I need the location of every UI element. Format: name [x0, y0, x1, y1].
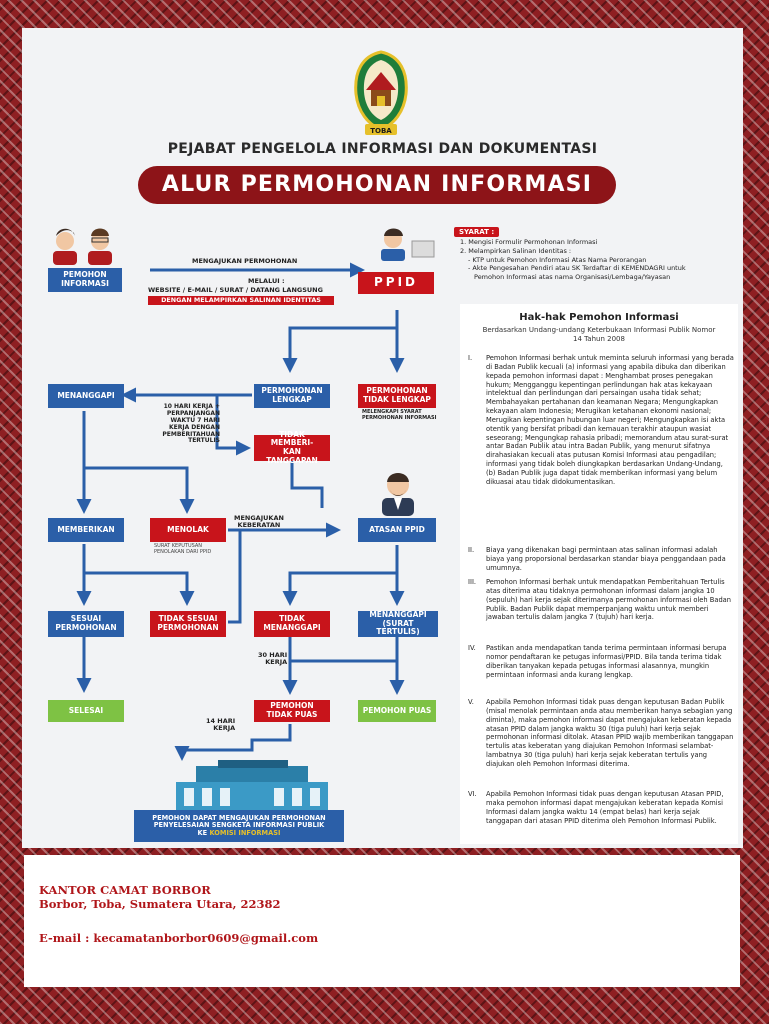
box-permohonan-tidak-lengkap-label: PERMOHONAN TIDAK LENGKAP [363, 386, 431, 404]
hak-item-text: Pemohon Informasi berhak untuk meminta seluruh informasi yang berada di Badan Publik kecuali (a) informasi yang apabila dibuka dan diberikan kepada pemohon informasi dapat : Menghambat proses penegakan hukum; Mengganggu kepentingan perlindungan hak atas kekayaan intelektual dan perlindungan dari persaingan usaha tidak sehat; Membahayakan pertahanan dan keamanan Negara; Mengungkapkan kekayaan alam Indonesia; Merugikan ketahanan ekonomi nasional; Merugikan kepentingan hubungan luar negeri; Mengungkapkan isi akta otentik yang bersifat pribadi dan kemauan terakhir ataupun wasiat seseorang; Mengungkap rahasia pribadi; memorandum atau surat-surat antar Badan Publik atau intra Badan Publik, yang menurut sifatnya dirahasiakan kecuali atas putusan Komisi Informasi atau pengadilan; informasi yang tidak boleh diungkapkan berdasarkan Undang-Undang, (b) Badan Publik juga dapat tidak memberikan informasi yang belum dikuasai atau tidak didokumentasikan. [486, 354, 734, 486]
box-tidak-memberikan [254, 429, 330, 465]
pemohon-people-icon [53, 229, 112, 266]
box-permohonan-tidak-lengkap [358, 384, 436, 408]
hak-item-num: VI. [468, 790, 477, 798]
atasan-ppid-icon [382, 473, 414, 516]
hak-item [468, 578, 734, 622]
box-memberikan-label: MEMBERIKAN [57, 524, 115, 534]
hak-item-text: Pemohon Informasi berhak untuk mendapatkan Pemberitahuan Tertulis atas diterima atau tidaknya permohonan informasi dalam jangka 10 (sepuluh) hari kerja sejak diterimanya permohonan informasi oleh Badan Publik. Badan Publik dapat memperpanjang waktu untuk memberi jawaban tertulis dalam jangka 7 (tujuh) hari kerja. [486, 578, 732, 622]
hak-item-num: IV. [468, 644, 476, 652]
box-sesuai-permohonan [48, 611, 124, 637]
box-tidak-menanggapi [254, 611, 330, 637]
komisi-line1: PEMOHON DAPAT MENGAJUKAN PERMOHONAN [152, 813, 326, 822]
komisi-line3-pre: KE [197, 828, 210, 837]
label-melengkapi: MELENGKAPI SYARAT PERMOHONAN INFORMASI [362, 409, 437, 421]
box-atasan-ppid [358, 518, 436, 542]
syarat-tag: SYARAT : [454, 227, 499, 237]
label-channels: WEBSITE / E-MAIL / SURAT / DATANG LANGSUNG [148, 286, 323, 294]
syarat-list [460, 238, 740, 282]
hak-subtitle: Berdasarkan Undang-undang Keterbukaan Informasi Publik Nomor 14 Tahun 2008 [482, 326, 716, 343]
box-permohonan-lengkap [254, 384, 330, 408]
box-memberikan [48, 518, 124, 542]
label-mengajukan-keberatan: MENGAJUKAN KEBERATAN [234, 514, 284, 530]
box-atasan-ppid-label: ATASAN PPID [369, 524, 425, 534]
hak-item-text: Pastikan anda mendapatkan tanda terima permintaan informasi berupa nomor pendaftaran ke petugas informasi/PPID. Bila tanda terima tidak diberikan tanyakan kepada petugas informasi alasannya, mungkin permintaan informasi anda kurang lengkap. [486, 644, 727, 679]
hak-item-num: II. [468, 546, 475, 554]
hak-item-num: V. [468, 698, 474, 706]
footer-email[interactable]: E-mail : kecamatanborbor0609@gmail.com [39, 931, 319, 945]
poster [22, 28, 743, 848]
label-surat-keputusan: SURAT KEPUTUSAN PENOLAKAN DARI PPID [154, 543, 212, 555]
hak-item-text: Apabila Pemohon Informasi tidak puas dengan keputusan Badan Publik (misal menolak permintaan anda atau memberikan hanya sebagian yang diminta), maka pemohon informasi dapat mengajukan keberatan kepada atasan PPID dalam jangka waktu 30 (tiga puluh) hari kerja sejak permohonan informasi ditolak. Atasan PPID wajib memberikan tanggapan tertulis atas keberatan yang diajukan Pemohon Informasi selambat-lambatnya 30 (tiga puluh) hari kerja sejak keberatan tertulis yang diajukan oleh Pemohon Informasi diterima. [486, 698, 734, 768]
hak-item [468, 698, 734, 769]
label-identitas-text: DENGAN MELAMPIRKAN SALINAN IDENTITAS [161, 295, 321, 304]
page-title: ALUR PERMOHONAN INFORMASI [161, 172, 593, 197]
hak-item [468, 354, 734, 487]
hak-item-num: III. [468, 578, 477, 586]
hak-item-text: Apabila Pemohon Informasi tidak puas dengan keputusan Atasan PPID, maka pemohon informasi dapat mengajukan keberatan kepada Komisi Informasi dalam jangka waktu 14 (empat belas) hari kerja sejak tanggapan dari atasan PPID diterima oleh Pemohon Informasi Publik. [486, 790, 724, 825]
box-komisi-informasi [134, 810, 344, 842]
box-pemohon-tidak-puas [254, 700, 330, 722]
box-pemohon-puas [358, 700, 436, 722]
ppid-desk-icon [381, 229, 434, 262]
label-tiga-puluh-hari: 30 HARI KERJA [258, 651, 288, 667]
logo-text: TOBA [370, 127, 392, 135]
box-menanggapi [48, 384, 124, 408]
subtitle: PEJABAT PENGELOLA INFORMASI DAN DOKUMENTASI [167, 141, 598, 157]
box-menanggapi-surat [358, 611, 438, 637]
syarat-line: 2. Melampirkan Salinan Identitas : [460, 246, 572, 255]
box-selesai [48, 700, 124, 722]
box-menolak-label: MENOLAK [167, 524, 209, 534]
box-ppid-label: PPID [373, 275, 418, 290]
box-menanggapi-label: MENANGGAPI [57, 390, 115, 400]
hak-title: Hak-hak Pemohon Informasi [519, 312, 679, 323]
syarat-line: 1. Mengisi Formulir Permohonan Informasi [460, 238, 598, 246]
box-menolak [150, 518, 226, 542]
box-ppid [358, 272, 434, 294]
box-tidak-sesuai-label: TIDAK SESUAI PERMOHONAN [157, 614, 219, 632]
syarat-line: Pemohon Informasi atas nama Organisasi/Lembaga/Yayasan [474, 273, 671, 282]
box-selesai-label: SELESAI [68, 705, 104, 715]
box-tidak-sesuai [150, 611, 226, 637]
komisi-line2: PENYELESAIAN SENGKETA INFORMASI PUBLIK [153, 821, 325, 830]
box-tidak-memberikan-label: TIDAK MEMBERI- KAN TANGGAPAN [266, 429, 318, 465]
footer-address: Borbor, Toba, Sumatera Utara, 22382 [39, 897, 281, 911]
komisi-line3-hl: KOMISI INFORMASI [209, 828, 281, 837]
syarat-line: - Akte Pengesahan Pendiri atau SK Terdaftar di KEMENDAGRI untuk [468, 264, 686, 273]
komisi-building-icon [176, 760, 328, 812]
box-tidak-menanggapi-label: TIDAK MENANGGAPI [263, 614, 321, 632]
label-mengajukan: MENGAJUKAN PERMOHONAN [192, 257, 298, 265]
box-pemohon-tidak-puas-label: PEMOHON TIDAK PUAS [266, 701, 318, 719]
box-pemohon-label: PEMOHON INFORMASI [61, 270, 109, 288]
box-permohonan-lengkap-label: PERMOHONAN LENGKAP [261, 386, 323, 404]
komisi-line3 [198, 830, 281, 838]
box-pemohon [48, 268, 122, 292]
hak-hak-panel [460, 304, 738, 844]
label-melalui: MELALUI : [248, 277, 285, 285]
hak-item [468, 644, 734, 679]
label-sepuluh-hari: 10 HARI KERJA + PERPANJANGAN WAKTU 7 HARI KERJA DENGAN PEMBERITAHUAN TERTULIS [162, 403, 220, 445]
hak-item-num: I. [468, 354, 473, 362]
syarat-line: - KTP untuk Pemohon Informasi Atas Nama Perorangan [468, 255, 647, 264]
box-menanggapi-surat-label: MENANGGAPI (SURAT TERTULIS) [369, 610, 427, 637]
footer-office: KANTOR CAMAT BORBOR [39, 883, 211, 897]
hak-item [468, 790, 734, 825]
box-sesuai-permohonan-label: SESUAI PERMOHONAN [55, 614, 117, 632]
hak-item [468, 546, 734, 573]
footer [24, 855, 740, 987]
label-identitas [148, 296, 334, 305]
hak-item-text: Biaya yang dikenakan bagi permintaan atas salinan informasi adalah biaya yang proporsional berdasarkan standar biaya penggandaan pada umumnya. [486, 546, 726, 572]
box-pemohon-puas-label: PEMOHON PUAS [362, 705, 432, 715]
label-empat-belas-hari: 14 HARI KERJA [206, 717, 236, 733]
